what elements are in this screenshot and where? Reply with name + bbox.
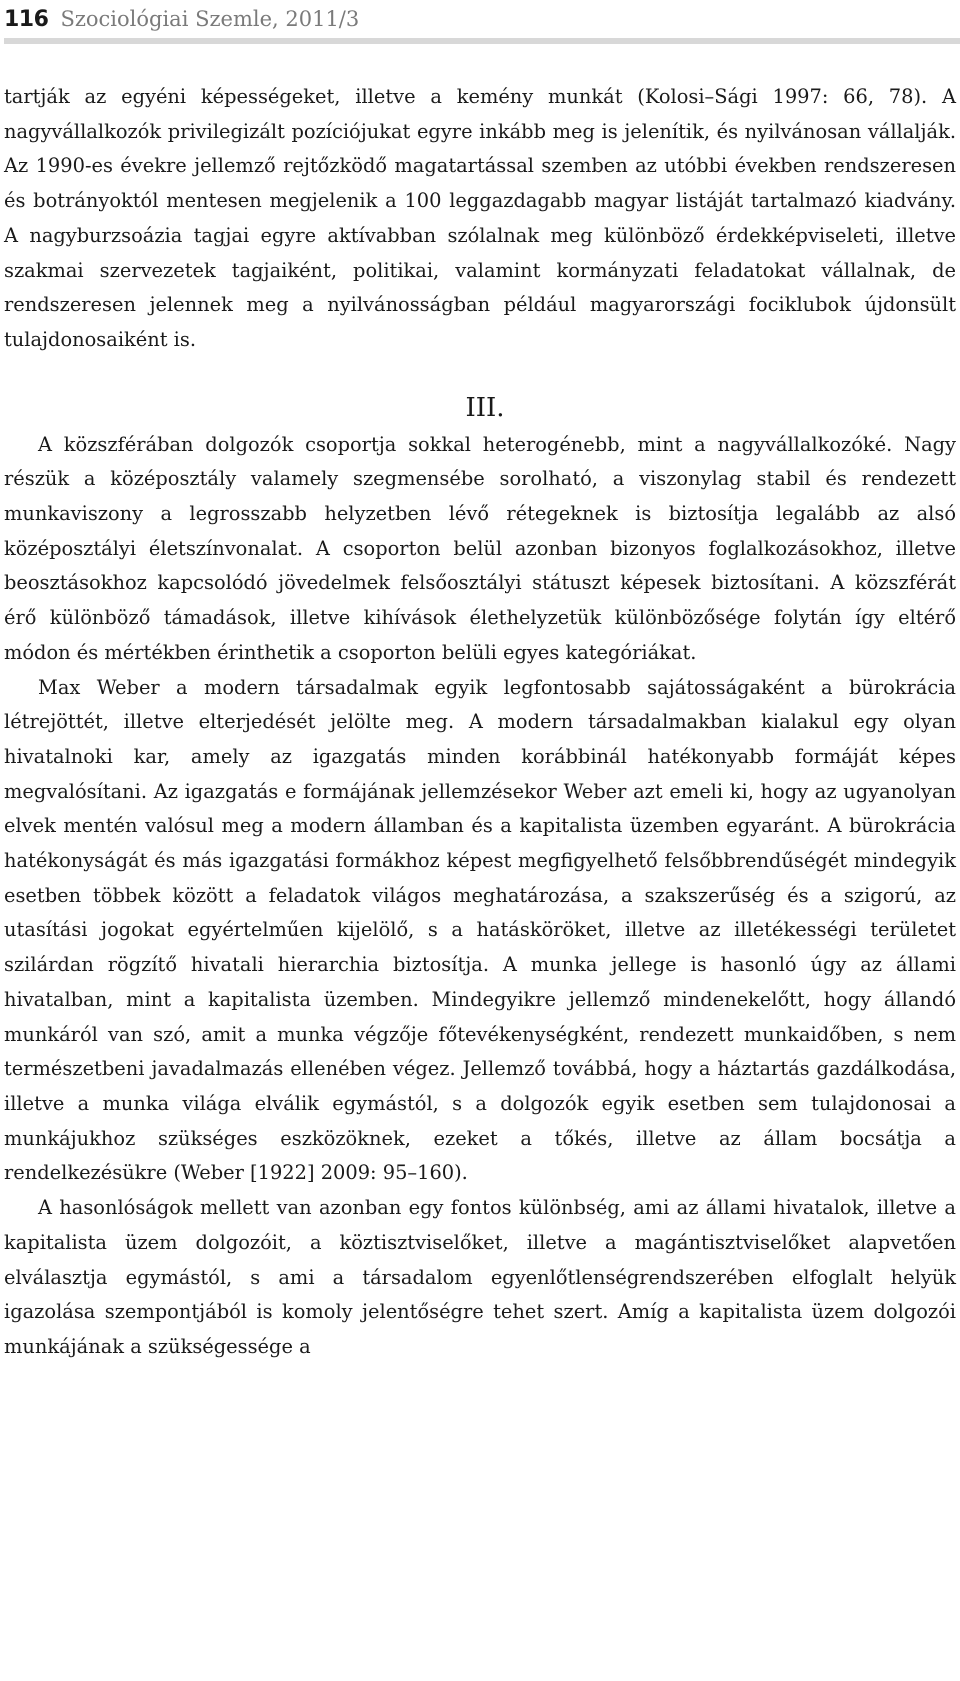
paragraph-4: A hasonlóságok mellett van azonban egy fontos különbség, ami az állami hivatalok, illetve a kapitalista üzem dolgozóit, a köztisztviselőket, illetve a magántisztviselőket alapvetően elválasztja egymástól, s ami a társadalom egyenlőtlenségrendszerében elfoglalt helyük igazolása szempontjából is komoly jelentőségre tehet szert. Amíg a kapitalista üzem dolgozói munkájának a szükségessége a xyxy=(4,1196,956,1358)
section-heading: III. xyxy=(465,392,505,423)
paragraph-2: A közszférában dolgozók csoportja sokkal heterogénebb, mint a nagyvállalkozóké. Nagy részük a középosztály valamely szegmensébe sorolható, a viszonylag stabil és rendezett munkaviszony a legrosszabb helyzetben lévő rétegeknek is biztosítja legalább az alsó középosztályi életszínvonalat. A csoporton belül azonban bizonyos foglalkozásokhoz, illetve beosztásokhoz kapcsolódó jövedelmek felsőosztályi státuszt képesek biztosítani. A közszférát érő különböző támadások, illetve kihívások élethelyzetük különbözősége folytán így eltérő módon és mértékben érinthetik a csoporton belüli egyes kategóriákat. xyxy=(4,432,956,664)
paragraph-1: tartják az egyéni képességeket, illetve a kemény munkát (Kolosi–Sági 1997: 66, 78). A nagyvállalkozók privilegizált pozíciójukat egyre inkább meg is jelenítik, és nyilvánosan vállalják. Az 1990-es évekre jellemző rejtőzködő magatartással szemben az utóbbi években rendszeresen és botrányoktól mentesen megjelenik a 100 leggazdagabb magyar listáját tartalmazó kiadvány. A nagyburzsoázia tagjai egyre aktívabban szólalnak meg különböző érdekképviseleti, illetve szakmai szervezetek tagjaiként, politikai, valamint kormányzati feladatokat vállalnak, de rendszeresen jelennek meg a nyilvánosságban például magyarországi fociklubok újdonsült tulajdonosaiként is. xyxy=(4,85,956,351)
journal-title: Szociológiai Szemle, 2011/3 xyxy=(60,7,360,31)
page-number: 116 xyxy=(4,6,49,32)
running-header xyxy=(4,0,359,38)
header-rule xyxy=(4,38,960,44)
article-body xyxy=(4,80,956,1365)
paragraph-3: Max Weber a modern társadalmak egyik legfontosabb sajátosságaként a bürokrácia létrejöttét, illetve elterjedését jelölte meg. A modern társadalmakban kialakul egy olyan hivatalnoki kar, amely az igazgatás minden korábbinál hatékonyabb formáját képes megvalósítani. Az igazgatás e formájának jellemzésekor Weber azt emeli ki, hogy az ugyanolyan elvek mentén valósul meg a modern államban és a kapitalista üzemben egyaránt. A bürokrácia hatékonyságát és más igazgatási formákhoz képest megfigyelhető felsőbbrendűségét mindegyik esetben többek között a feladatok világos meghatározása, a szakszerűség és a szigorú, az utasítási jogokat egyértelműen kijelölő, s a hatásköröket, illetve az illetékességi területet szilárdan rögzítő hivatali hierarchia biztosítja. A munka jellege is hasonló úgy az állami hivatalban, mint a kapitalista üzemben. Mindegyikre jellemző mindenekelőtt, hogy állandó munkáról van szó, amit a munka végzője főtevékenységként, rendezett munkaidőben, s nem természetbeni javadalmazás ellenében végez. Jellemző továbbá, hogy a háztartás gazdálkodása, illetve a munka világa elválik egymástól, s a dolgozók egyik esetben sem tulajdonosai a munkájukhoz szükséges eszközöknek, ezeket a tőkés, illetve az állam bocsátja a rendelkezésükre (Weber [1922] 2009: 95–160). xyxy=(4,675,956,1185)
